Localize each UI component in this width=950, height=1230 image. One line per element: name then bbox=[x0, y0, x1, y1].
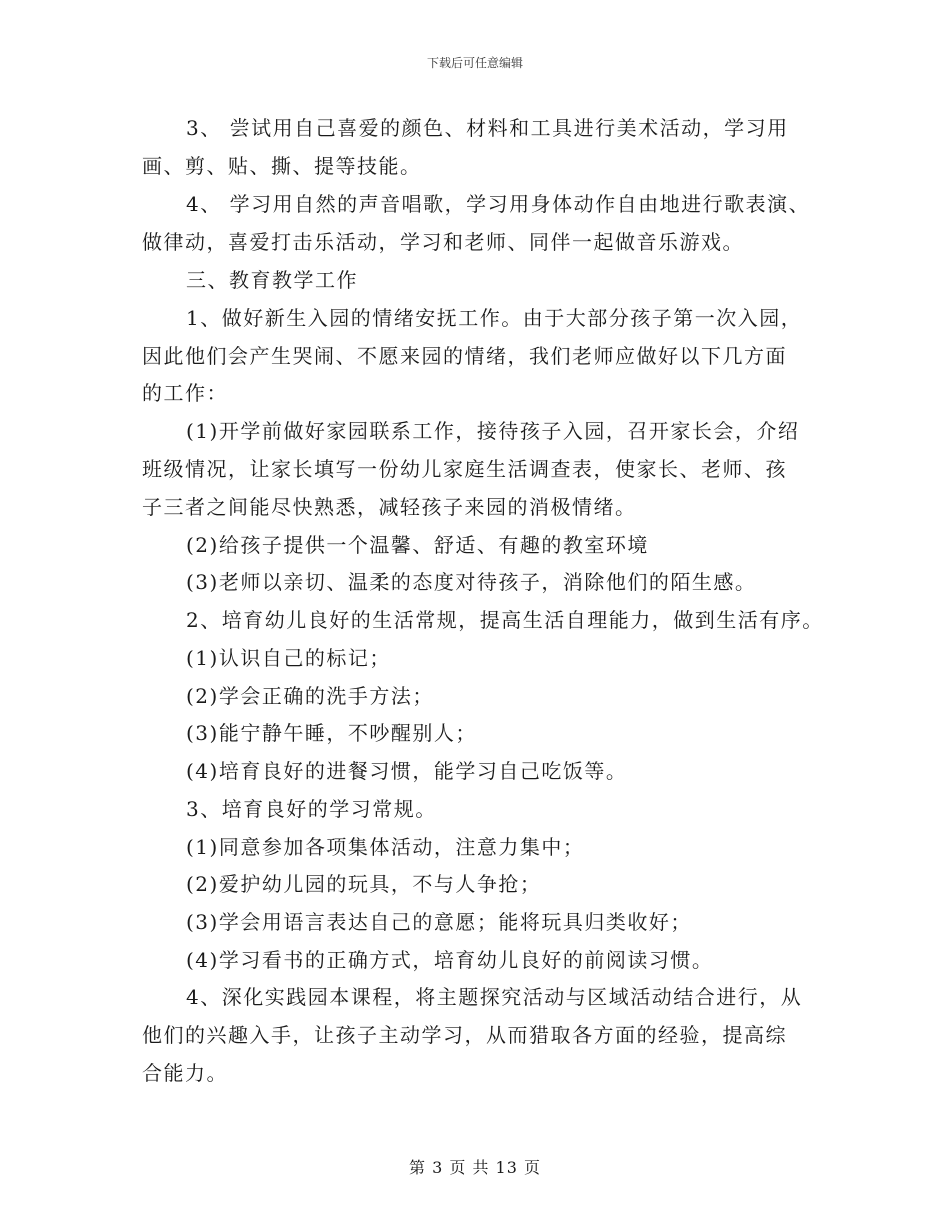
text-line: 班级情况，让家长填写一份幼儿家庭生活调查表，使家长、老师、孩 bbox=[142, 457, 787, 481]
text-line: (1)开学前做好家园联系工作，接待孩子入园，召开家长会，介绍 bbox=[186, 419, 800, 443]
text-line: (3)能宁静午睡，不吵醒别人； bbox=[186, 721, 477, 745]
page-header: 下载后可任意编辑 bbox=[426, 56, 523, 70]
text-line: 做律动，喜爱打击乐活动，学习和老师、同伴一起做音乐游戏。 bbox=[142, 230, 744, 254]
text-line: 4、深化实践园本课程，将主题探究活动与区域活动结合进行，从 bbox=[186, 985, 803, 1009]
text-line: (2)学会正确的洗手方法； bbox=[186, 684, 434, 708]
text-line: (2)爱护幼儿园的玩具，不与人争抢； bbox=[186, 872, 542, 896]
text-line: (4)学习看书的正确方式，培育幼儿良好的前阅读习惯。 bbox=[186, 948, 714, 972]
text-line: 因此他们会产生哭闹、不愿来园的情绪，我们老师应做好以下几方面 bbox=[142, 344, 787, 368]
text-line: (3)学会用语言表达自己的意愿；能将玩具归类收好； bbox=[186, 910, 692, 934]
text-line: 的工作： bbox=[142, 381, 228, 405]
text-line: 子三者之间能尽快熟悉，减轻孩子来园的消极情绪。 bbox=[142, 495, 637, 519]
text-line: (1)认识自己的标记； bbox=[186, 646, 391, 670]
text-line: 2、培育幼儿良好的生活常规，提高生活自理能力，做到生活有序。 bbox=[186, 608, 824, 632]
text-line: 3、培育良好的学习常规。 bbox=[186, 797, 437, 821]
text-line: 合能力。 bbox=[142, 1061, 228, 1085]
text-line: (4)培育良好的进餐习惯，能学习自己吃饭等。 bbox=[186, 759, 628, 783]
text-line: 4、 学习用自然的声音唱歌，学习用身体动作自由地进行歌表演、 bbox=[186, 192, 811, 216]
text-line: (3)老师以亲切、温柔的态度对待孩子，消除他们的陌生感。 bbox=[186, 570, 757, 594]
text-line: 画、剪、贴、撕、提等技能。 bbox=[142, 154, 422, 178]
text-line: 他们的兴趣入手，让孩子主动学习，从而猎取各方面的经验，提高综 bbox=[142, 1023, 787, 1047]
text-line: 三、教育教学工作 bbox=[186, 268, 358, 292]
page-footer: 第 3 页 共 13 页 bbox=[409, 1158, 541, 1177]
text-line: (1)同意参加各项集体活动，注意力集中； bbox=[186, 835, 585, 859]
text-line: 3、 尝试用自己喜爱的颜色、材料和工具进行美术活动，学习用 bbox=[186, 116, 789, 140]
text-line: (2)给孩子提供一个温馨、舒适、有趣的教室环境 bbox=[186, 533, 649, 557]
text-line: 1、做好新生入园的情绪安抚工作。由于大部分孩子第一次入园， bbox=[186, 306, 803, 330]
